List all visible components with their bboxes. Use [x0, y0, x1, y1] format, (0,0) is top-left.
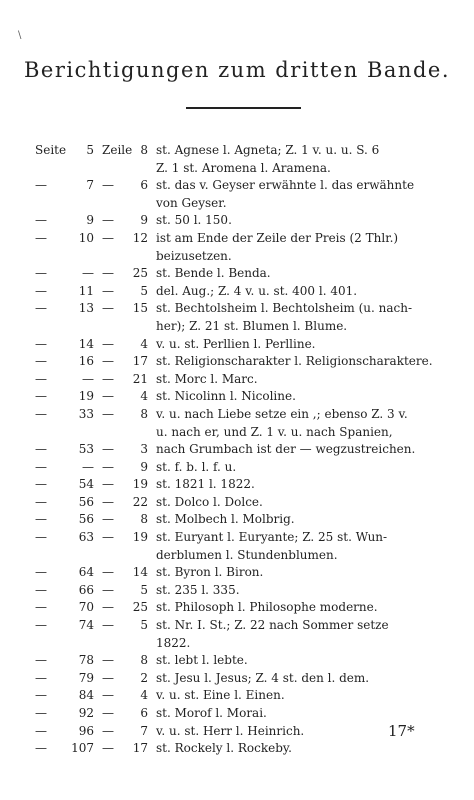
line-number: 19: [132, 477, 148, 492]
seite-label: —: [35, 354, 47, 369]
errata-row: [0, 424, 474, 442]
correction-text: Z. 1 st. Aromena l. Aramena.: [156, 160, 331, 175]
correction-text: st. Nr. I. St.; Z. 22 nach Sommer setze: [156, 618, 389, 633]
correction-text: v. u. st. Herr l. Heinrich.: [156, 723, 305, 738]
correction-text: st. Byron l. Biron.: [156, 565, 264, 580]
correction-text: st. 1821 l. 1822.: [156, 477, 255, 492]
line-number: 8: [140, 653, 148, 668]
line-number: 12: [132, 230, 148, 245]
page-number: 96: [78, 723, 94, 738]
errata-row: [0, 142, 474, 160]
page-number: 66: [78, 582, 94, 597]
page-number: 107: [71, 741, 94, 756]
errata-row: [0, 388, 474, 406]
zeile-label: —: [102, 283, 114, 298]
correction-text: st. das v. Geyser erwähnte l. das erwähnte: [156, 178, 415, 193]
page-number: 9: [86, 213, 94, 228]
seite-label: Seite: [35, 143, 67, 157]
errata-row: [0, 687, 474, 705]
zeile-label: —: [102, 512, 114, 527]
seite-label: —: [35, 178, 47, 193]
line-number: 21: [132, 371, 148, 386]
seite-label: —: [35, 723, 47, 738]
correction-text: ist am Ende der Zeile der Preis (2 Thlr.): [156, 230, 399, 245]
errata-row: [0, 617, 474, 635]
line-number: 4: [140, 389, 148, 404]
seite-label: —: [35, 565, 47, 580]
seite-label: —: [35, 336, 47, 351]
page-number: 84: [78, 688, 94, 703]
page-number: 54: [78, 477, 94, 492]
page-number: 5: [86, 143, 94, 157]
errata-row: [0, 230, 474, 248]
page-number: 13: [78, 301, 94, 316]
errata-row: [0, 511, 474, 529]
seite-label: —: [35, 512, 47, 527]
line-number: 9: [140, 459, 148, 474]
line-number: 8: [140, 512, 148, 527]
errata-row: [0, 547, 474, 565]
line-number: 4: [140, 336, 148, 351]
zeile-label: —: [102, 477, 114, 492]
errata-row: [0, 652, 474, 670]
seite-label: —: [35, 442, 47, 457]
zeile-label: —: [102, 389, 114, 404]
errata-row: [0, 705, 474, 723]
zeile-label: —: [102, 354, 114, 369]
errata-row: [0, 476, 474, 494]
errata-row: [0, 300, 474, 318]
errata-row: [0, 582, 474, 600]
seite-label: —: [35, 389, 47, 404]
zeile-label: —: [102, 530, 114, 545]
seite-label: —: [35, 530, 47, 545]
correction-text: st. lebt l. lebte.: [156, 653, 248, 668]
seite-label: —: [35, 618, 47, 633]
errata-row: [0, 564, 474, 582]
page-number: 63: [78, 530, 94, 545]
zeile-label: —: [102, 230, 114, 245]
line-number: 6: [140, 706, 148, 720]
zeile-label: —: [102, 301, 114, 316]
line-number: 15: [132, 301, 148, 316]
errata-row: [0, 670, 474, 688]
zeile-label: —: [102, 688, 114, 703]
correction-text: v. u. st. Eine l. Einen.: [156, 688, 285, 703]
line-number: 5: [140, 283, 148, 298]
errata-row: [0, 265, 474, 283]
seite-label: —: [35, 477, 47, 492]
page-number: 56: [78, 494, 94, 509]
page-number: —: [82, 459, 94, 474]
line-number: 25: [132, 600, 148, 615]
correction-text: st. 235 l. 335.: [156, 582, 240, 597]
zeile-label: —: [102, 371, 114, 386]
zeile-label: —: [102, 670, 114, 685]
zeile-label: —: [102, 459, 114, 474]
errata-row: [0, 529, 474, 547]
correction-text: st. Rockely l. Rockeby.: [156, 741, 292, 756]
correction-text: st. Molbech l. Molbrig.: [156, 512, 295, 527]
seite-label: —: [35, 600, 47, 615]
seite-label: —: [35, 213, 47, 228]
zeile-label: —: [102, 336, 114, 351]
correction-text: st. Religionscharakter l. Religionscharaktere.: [156, 354, 433, 369]
correction-text: del. Aug.; Z. 4 v. u. st. 400 l. 401.: [156, 283, 358, 298]
title-rule: [186, 107, 301, 109]
correction-text: st. Morc l. Marc.: [156, 371, 258, 386]
line-number: 17: [132, 741, 148, 756]
correction-text: her); Z. 21 st. Blumen l. Blume.: [156, 318, 348, 333]
page-number: —: [82, 266, 94, 281]
line-number: 8: [140, 143, 148, 157]
zeile-label: —: [102, 266, 114, 281]
errata-row: [0, 353, 474, 371]
line-number: 19: [132, 530, 148, 545]
errata-row: [0, 177, 474, 195]
errata-row: [0, 248, 474, 266]
correction-text: beizusetzen.: [156, 248, 232, 263]
correction-text: st. Bende l. Benda.: [156, 266, 271, 281]
errata-row: [0, 336, 474, 354]
seite-label: —: [35, 494, 47, 509]
line-number: 5: [140, 582, 148, 597]
seite-label: —: [35, 301, 47, 316]
page-number: 7: [86, 178, 94, 193]
seite-label: —: [35, 283, 47, 298]
seite-label: —: [35, 653, 47, 668]
errata-row: [0, 283, 474, 301]
zeile-label: —: [102, 442, 114, 457]
correction-text: st. Philosoph l. Philosophe moderne.: [156, 600, 378, 615]
correction-text: st. Bechtolsheim l. Bechtolsheim (u. nach-: [156, 301, 413, 316]
correction-text: von Geyser.: [156, 195, 227, 210]
line-number: 25: [132, 266, 148, 281]
line-number: 14: [132, 565, 148, 580]
correction-text: st. Nicolinn l. Nicoline.: [156, 389, 296, 404]
zeile-label: —: [102, 494, 114, 509]
zeile-label: —: [102, 600, 114, 615]
line-number: 4: [140, 688, 148, 703]
line-number: 7: [140, 723, 148, 738]
zeile-label: —: [102, 723, 114, 738]
line-number: 9: [140, 213, 148, 228]
seite-label: —: [35, 741, 47, 756]
errata-row: [0, 441, 474, 459]
seite-label: —: [35, 706, 47, 720]
page-number: —: [82, 371, 94, 386]
page-title: Berichtigungen zum dritten Bande.: [23, 58, 451, 82]
correction-text: st. Jesu l. Jesus; Z. 4 st. den l. dem.: [156, 670, 370, 685]
line-number: 17: [132, 354, 148, 369]
page-number: 10: [78, 230, 94, 245]
line-number: 22: [132, 494, 148, 509]
page-number: 78: [78, 653, 94, 668]
correction-text: derblumen l. Stundenblumen.: [156, 547, 338, 562]
zeile-label: —: [102, 213, 114, 228]
errata-row: [0, 635, 474, 653]
page-number: 79: [78, 670, 94, 685]
errata-row: [0, 459, 474, 477]
seite-label: —: [35, 371, 47, 386]
correction-text: v. u. nach Liebe setze ein ,; ebenso Z. 3 v.: [156, 406, 408, 421]
page-number: 11: [78, 283, 94, 298]
zeile-label: —: [102, 565, 114, 580]
line-number: 8: [140, 406, 148, 421]
correction-text: nach Grumbach ist der — wegzustreichen.: [156, 442, 416, 457]
correction-text: st. Agnese l. Agneta; Z. 1 v. u. u. S. 6: [156, 143, 380, 157]
line-number: 6: [140, 178, 148, 193]
zeile-label: —: [102, 741, 114, 756]
correction-text: v. u. st. Perllien l. Perlline.: [156, 336, 316, 351]
seite-label: —: [35, 230, 47, 245]
errata-row: [0, 195, 474, 213]
correction-text: st. 50 l. 150.: [156, 213, 232, 228]
page-number: 33: [78, 406, 94, 421]
page-number: 14: [78, 336, 94, 351]
errata-row: [0, 371, 474, 389]
errata-row: [0, 406, 474, 424]
page-number: 19: [78, 389, 94, 404]
folio: 17*: [388, 722, 415, 740]
page-number: 92: [78, 706, 94, 720]
correction-text: st. Dolco l. Dolce.: [156, 494, 263, 509]
correction-text: st. Morof l. Morai.: [156, 706, 267, 720]
margin-mark: \: [18, 30, 22, 41]
correction-text: st. Euryant l. Euryante; Z. 25 st. Wun-: [156, 530, 388, 545]
zeile-label: —: [102, 618, 114, 633]
zeile-label: Zeile: [102, 143, 133, 157]
seite-label: —: [35, 459, 47, 474]
zeile-label: —: [102, 582, 114, 597]
errata-row: [0, 494, 474, 512]
errata-row: [0, 599, 474, 617]
correction-text: u. nach er, und Z. 1 v. u. nach Spanien,: [156, 424, 393, 439]
line-number: 2: [140, 670, 148, 685]
seite-label: —: [35, 406, 47, 421]
zeile-label: —: [102, 178, 114, 193]
zeile-label: —: [102, 653, 114, 668]
page-number: 56: [78, 512, 94, 527]
page-number: 70: [78, 600, 94, 615]
errata-row: [0, 740, 474, 758]
page-number: 53: [78, 442, 94, 457]
page-number: 74: [78, 618, 94, 633]
zeile-label: —: [102, 406, 114, 421]
line-number: 3: [140, 442, 148, 457]
seite-label: —: [35, 266, 47, 281]
seite-label: —: [35, 670, 47, 685]
errata-list: [0, 142, 474, 758]
correction-text: st. f. b. l. f. u.: [156, 459, 237, 474]
page-number: 16: [78, 354, 94, 369]
page-number: 64: [78, 565, 94, 580]
errata-row: [0, 160, 474, 178]
zeile-label: —: [102, 706, 114, 720]
errata-row: [0, 212, 474, 230]
errata-row: [0, 318, 474, 336]
correction-text: 1822.: [156, 635, 191, 650]
seite-label: —: [35, 688, 47, 703]
line-number: 5: [140, 618, 148, 633]
seite-label: —: [35, 582, 47, 597]
